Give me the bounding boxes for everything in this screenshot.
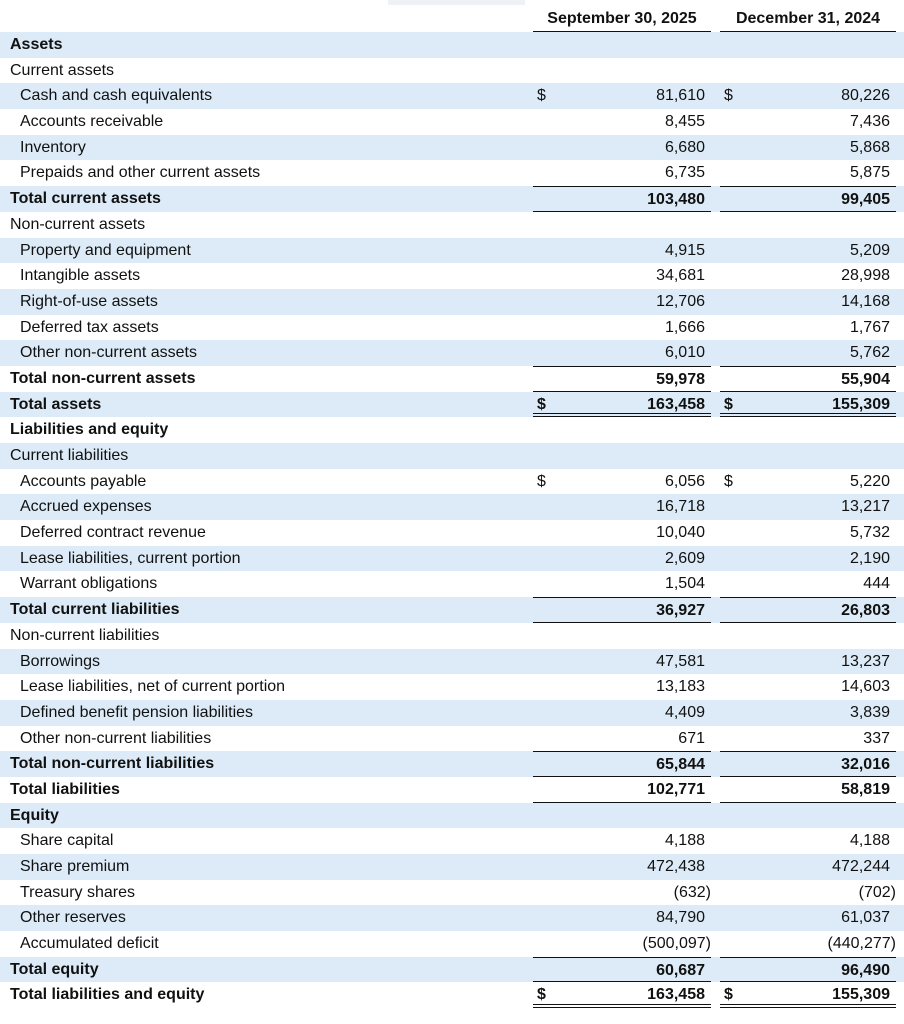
amount-value: 26,803	[841, 602, 890, 620]
table-row	[0, 263, 904, 289]
value-cell-2025	[533, 469, 711, 495]
amount-value: (440,277)	[827, 935, 896, 953]
table-row	[0, 931, 904, 957]
value-cell-2024	[720, 546, 896, 572]
table-row	[0, 160, 904, 186]
table-row	[0, 803, 904, 829]
value-cell-2025	[533, 392, 711, 418]
table-row	[0, 289, 904, 315]
table-row	[0, 571, 904, 597]
row-label: Treasury shares	[20, 883, 135, 901]
row-label: Total non-current liabilities	[10, 755, 215, 773]
table-row	[0, 905, 904, 931]
row-label: Equity	[10, 806, 59, 824]
value-cell-2024	[720, 160, 896, 186]
row-label: Property and equipment	[20, 241, 191, 259]
amount-value: 4,188	[849, 832, 890, 850]
amount-value: 81,610	[656, 87, 705, 105]
table-row	[0, 340, 904, 366]
amount-value: 163,458	[647, 395, 705, 413]
value-cell-2024	[720, 289, 896, 315]
value-cell-2025	[533, 135, 711, 161]
row-label: Deferred contract revenue	[20, 524, 206, 542]
amount-value: 13,183	[656, 678, 705, 696]
row-label: Non-current liabilities	[10, 626, 160, 644]
amount-value: 2,190	[849, 549, 890, 567]
amount-value: 60,687	[656, 961, 705, 979]
value-cell-2024	[720, 751, 896, 777]
value-cell-2024	[720, 828, 896, 854]
row-label: Accounts receivable	[20, 113, 164, 131]
amount-value: 1,666	[664, 318, 705, 336]
row-label: Defined benefit pension liabilities	[20, 703, 254, 721]
column-header-sep-2025: September 30, 2025	[533, 10, 711, 32]
row-label: Total assets	[10, 395, 102, 413]
amount-value: 99,405	[841, 191, 890, 209]
balance-sheet-table	[0, 32, 904, 1008]
value-cell-2024	[720, 83, 896, 109]
amount-value: 7,436	[849, 113, 890, 131]
row-label: Total non-current assets	[10, 369, 196, 387]
amount-value: 16,718	[656, 498, 705, 516]
table-row	[0, 828, 904, 854]
amount-value: 10,040	[656, 524, 705, 542]
amount-value: 1,767	[849, 318, 890, 336]
amount-value: 6,010	[664, 344, 705, 362]
amount-value: 103,480	[647, 191, 705, 209]
value-cell-2025	[533, 186, 711, 212]
value-cell-2025	[533, 160, 711, 186]
amount-value: 444	[863, 575, 890, 593]
amount-value: 55,904	[841, 370, 890, 388]
amount-value: 6,735	[664, 164, 705, 182]
value-cell-2024	[720, 777, 896, 803]
amount-value: 1,504	[664, 575, 705, 593]
amount-value: 4,409	[664, 703, 705, 721]
row-label: Share premium	[20, 858, 130, 875]
table-row	[0, 957, 904, 983]
table-row	[0, 520, 904, 546]
value-cell-2024	[720, 571, 896, 597]
value-cell-2025	[533, 546, 711, 572]
table-row	[0, 58, 904, 84]
value-cell-2024	[720, 469, 896, 495]
amount-value: 80,226	[841, 87, 890, 105]
row-label: Assets	[10, 36, 63, 53]
table-row	[0, 880, 904, 906]
row-label: Total liabilities	[10, 780, 120, 798]
row-label: Other reserves	[20, 909, 126, 927]
table-row	[0, 392, 904, 418]
value-cell-2025	[533, 289, 711, 315]
amount-value: 5,868	[849, 138, 890, 156]
table-row	[0, 700, 904, 726]
amount-value: 5,732	[849, 524, 890, 542]
value-cell-2024	[720, 392, 896, 418]
amount-value: 155,309	[832, 986, 890, 1004]
value-cell-2025	[533, 597, 711, 623]
value-cell-2025	[533, 957, 711, 983]
value-cell-2024	[720, 366, 896, 392]
table-row	[0, 32, 904, 58]
amount-value: 14,168	[841, 292, 890, 310]
row-label: Other non-current assets	[20, 344, 197, 362]
value-cell-2025	[533, 674, 711, 700]
table-row	[0, 109, 904, 135]
row-label: Total liabilities and equity	[10, 986, 205, 1004]
value-cell-2024	[720, 674, 896, 700]
value-cell-2025	[533, 109, 711, 135]
currency-symbol: $	[724, 395, 733, 413]
value-cell-2024	[720, 931, 896, 957]
table-row	[0, 649, 904, 675]
amount-value: 4,915	[664, 241, 705, 259]
amount-value: 6,680	[664, 138, 705, 156]
value-cell-2024	[720, 494, 896, 520]
value-cell-2025	[533, 931, 711, 957]
amount-value: 4,188	[664, 832, 705, 850]
amount-value: (500,097)	[642, 935, 711, 953]
table-row	[0, 982, 904, 1008]
value-cell-2024	[720, 186, 896, 212]
table-row	[0, 494, 904, 520]
row-label: Liabilities and equity	[10, 421, 169, 439]
column-header-dec-2024: December 31, 2024	[720, 10, 896, 32]
currency-symbol: $	[724, 87, 733, 105]
row-label: Current assets	[10, 61, 115, 79]
amount-value: 14,603	[841, 678, 890, 696]
currency-symbol: $	[537, 395, 546, 413]
amount-value: 671	[678, 729, 705, 747]
value-cell-2025	[533, 263, 711, 289]
value-cell-2025	[533, 340, 711, 366]
currency-symbol: $	[724, 986, 733, 1004]
currency-symbol: $	[537, 472, 546, 490]
value-cell-2025	[533, 238, 711, 264]
amount-value: 13,237	[841, 652, 890, 670]
amount-value: 2,609	[664, 549, 705, 567]
row-label: Total current assets	[10, 190, 161, 208]
value-cell-2024	[720, 700, 896, 726]
amount-value: 5,875	[849, 164, 890, 182]
row-label: Lease liabilities, net of current portion	[20, 678, 286, 696]
row-label: Current liabilities	[10, 447, 129, 464]
amount-value: 102,771	[647, 780, 705, 798]
value-cell-2025	[533, 649, 711, 675]
value-cell-2024	[720, 597, 896, 623]
table-row	[0, 546, 904, 572]
value-cell-2025	[533, 83, 711, 109]
table-row	[0, 777, 904, 803]
row-label: Non-current assets	[10, 215, 146, 233]
amount-value: 155,309	[832, 395, 890, 413]
row-label: Inventory	[20, 138, 86, 156]
row-label: Share capital	[20, 832, 114, 850]
row-label: Prepaids and other current assets	[20, 164, 261, 182]
amount-value: 337	[863, 729, 890, 747]
value-cell-2024	[720, 957, 896, 983]
value-cell-2024	[720, 905, 896, 931]
row-label: Right-of-use assets	[20, 292, 158, 310]
value-cell-2025	[533, 726, 711, 752]
value-cell-2024	[720, 238, 896, 264]
amount-value: 32,016	[841, 756, 890, 774]
value-cell-2024	[720, 109, 896, 135]
value-cell-2025	[533, 982, 711, 1008]
amount-value: 59,978	[656, 370, 705, 388]
row-label: Borrowings	[20, 652, 101, 670]
row-label: Accounts payable	[20, 472, 147, 490]
table-row	[0, 135, 904, 161]
value-cell-2024	[720, 135, 896, 161]
row-label: Total equity	[10, 960, 99, 978]
table-row	[0, 83, 904, 109]
amount-value: 36,927	[656, 602, 705, 620]
row-label: Intangible assets	[20, 267, 141, 285]
row-label: Lease liabilities, current portion	[20, 549, 241, 567]
table-row	[0, 366, 904, 392]
row-label: Accumulated deficit	[20, 935, 159, 953]
value-cell-2025	[533, 854, 711, 880]
table-row	[0, 726, 904, 752]
amount-value: 472,244	[832, 858, 890, 875]
value-cell-2024	[720, 520, 896, 546]
amount-value: (702)	[858, 883, 896, 901]
row-label: Cash and cash equivalents	[20, 87, 213, 105]
amount-value: 34,681	[656, 267, 705, 285]
amount-value: 28,998	[841, 267, 890, 285]
value-cell-2024	[720, 726, 896, 752]
value-cell-2024	[720, 315, 896, 341]
amount-value: 163,458	[647, 986, 705, 1004]
top-tab-strip	[388, 0, 525, 5]
amount-value: (632)	[673, 883, 711, 901]
value-cell-2025	[533, 751, 711, 777]
value-cell-2025	[533, 366, 711, 392]
value-cell-2025	[533, 315, 711, 341]
value-cell-2024	[720, 982, 896, 1008]
table-row	[0, 469, 904, 495]
currency-symbol: $	[537, 87, 546, 105]
amount-value: 65,844	[656, 756, 705, 774]
value-cell-2024	[720, 854, 896, 880]
row-label: Other non-current liabilities	[20, 729, 212, 747]
currency-symbol: $	[537, 986, 546, 1004]
amount-value: 8,455	[664, 113, 705, 131]
table-row	[0, 623, 904, 649]
row-label: Warrant obligations	[20, 575, 158, 593]
amount-value: 5,220	[849, 472, 890, 490]
value-cell-2025	[533, 828, 711, 854]
amount-value: 472,438	[647, 858, 705, 875]
table-row	[0, 751, 904, 777]
row-label: Total current liabilities	[10, 601, 180, 619]
amount-value: 6,056	[664, 472, 705, 490]
table-row	[0, 674, 904, 700]
amount-value: 47,581	[656, 652, 705, 670]
amount-value: 96,490	[841, 961, 890, 979]
table-row	[0, 597, 904, 623]
amount-value: 5,762	[849, 344, 890, 362]
value-cell-2025	[533, 571, 711, 597]
amount-value: 5,209	[849, 241, 890, 259]
value-cell-2025	[533, 777, 711, 803]
amount-value: 61,037	[841, 909, 890, 927]
currency-symbol: $	[724, 472, 733, 490]
amount-value: 3,839	[849, 703, 890, 721]
value-cell-2025	[533, 520, 711, 546]
value-cell-2025	[533, 880, 711, 906]
value-cell-2025	[533, 700, 711, 726]
value-cell-2025	[533, 905, 711, 931]
table-row	[0, 443, 904, 469]
amount-value: 58,819	[841, 780, 890, 798]
amount-value: 13,217	[841, 498, 890, 516]
row-label: Deferred tax assets	[20, 318, 159, 336]
value-cell-2024	[720, 263, 896, 289]
table-row	[0, 238, 904, 264]
amount-value: 12,706	[656, 292, 705, 310]
table-row	[0, 854, 904, 880]
value-cell-2024	[720, 649, 896, 675]
table-row	[0, 315, 904, 341]
row-label: Accrued expenses	[20, 498, 152, 516]
table-row	[0, 212, 904, 238]
table-row	[0, 417, 904, 443]
value-cell-2025	[533, 494, 711, 520]
value-cell-2024	[720, 340, 896, 366]
value-cell-2024	[720, 880, 896, 906]
table-row	[0, 186, 904, 212]
amount-value: 84,790	[656, 909, 705, 927]
